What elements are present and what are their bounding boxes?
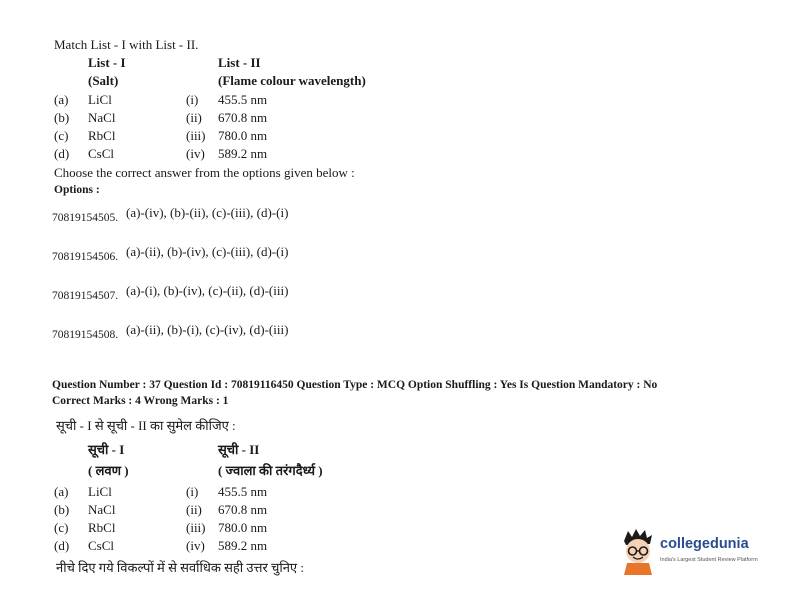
row-salt: NaCl (88, 110, 116, 125)
row-key: (b) (54, 110, 70, 125)
brand-tagline: India's Largest Student Review Platform (660, 557, 758, 563)
option-text[interactable]: (a)-(iv), (b)-(ii), (c)-(iii), (d)-(i) (126, 205, 289, 220)
row-key: (c) (54, 520, 69, 535)
list1-subheader-hindi: ( लवण ) (88, 463, 129, 478)
row-value: 589.2 nm (218, 538, 268, 553)
row-value: 780.0 nm (218, 520, 268, 535)
choose-instruction: Choose the correct answer from the options given below : (54, 165, 355, 180)
row-value: 670.8 nm (218, 502, 268, 517)
option-id: 70819154506. (52, 251, 119, 263)
row-num: (ii) (186, 502, 202, 517)
row-salt: NaCl (88, 502, 116, 517)
list1-header-hindi: सूची - I (88, 442, 125, 457)
option-id: 70819154508. (52, 329, 119, 341)
row-value: 455.5 nm (218, 92, 268, 107)
option-text[interactable]: (a)-(ii), (b)-(i), (c)-(iv), (d)-(iii) (126, 322, 289, 337)
row-value: 780.0 nm (218, 128, 268, 143)
row-salt: LiCl (88, 92, 112, 107)
mascot-icon (618, 527, 658, 577)
row-num: (i) (186, 92, 199, 107)
row-salt: RbCl (88, 520, 116, 535)
list1-header: List - I (88, 55, 126, 70)
row-key: (d) (54, 538, 70, 553)
marks-info-line: Correct Marks : 4 Wrong Marks : 1 (52, 395, 229, 407)
option-id: 70819154507. (52, 290, 119, 302)
row-salt: RbCl (88, 128, 116, 143)
brand-name: collegedunia (660, 536, 749, 552)
row-value: 589.2 nm (218, 146, 268, 161)
question-info-line: Question Number : 37 Question Id : 70819116450 Question Type : MCQ Option Shuffling : Yes Is Question Mandatory : No (52, 379, 658, 391)
option-text[interactable]: (a)-(ii), (b)-(iv), (c)-(iii), (d)-(i) (126, 244, 289, 259)
row-num: (i) (186, 484, 199, 499)
list1-subheader: (Salt) (88, 73, 119, 88)
list2-subheader: (Flame colour wavelength) (218, 73, 366, 88)
option-text[interactable]: (a)-(i), (b)-(iv), (c)-(ii), (d)-(iii) (126, 283, 289, 298)
row-key: (a) (54, 92, 69, 107)
question-prompt-hindi: सूची - I से सूची - II का सुमेल कीजिए : (56, 418, 236, 433)
row-salt: CsCl (88, 146, 115, 161)
option-id: 70819154505. (52, 212, 119, 224)
collegedunia-logo (618, 525, 768, 580)
row-num: (ii) (186, 110, 202, 125)
list2-header-hindi: सूची - II (218, 442, 260, 457)
options-label: Options : (54, 184, 100, 196)
list2-subheader-hindi: ( ज्वाला की तरंगदैर्ध्य ) (218, 463, 323, 478)
row-key: (c) (54, 128, 69, 143)
row-key: (b) (54, 502, 70, 517)
row-value: 455.5 nm (218, 484, 268, 499)
row-num: (iii) (186, 520, 206, 535)
question-prompt: Match List - I with List - II. (54, 37, 199, 52)
row-salt: LiCl (88, 484, 112, 499)
choose-instruction-hindi: नीचे दिए गये विकल्पों में से सर्वाधिक सही उत्तर चुनिए : (56, 560, 304, 575)
row-num: (iv) (186, 146, 205, 161)
row-key: (d) (54, 146, 70, 161)
row-salt: CsCl (88, 538, 115, 553)
row-value: 670.8 nm (218, 110, 268, 125)
list2-header: List - II (218, 55, 261, 70)
row-key: (a) (54, 484, 69, 499)
row-num: (iv) (186, 538, 205, 553)
row-num: (iii) (186, 128, 206, 143)
